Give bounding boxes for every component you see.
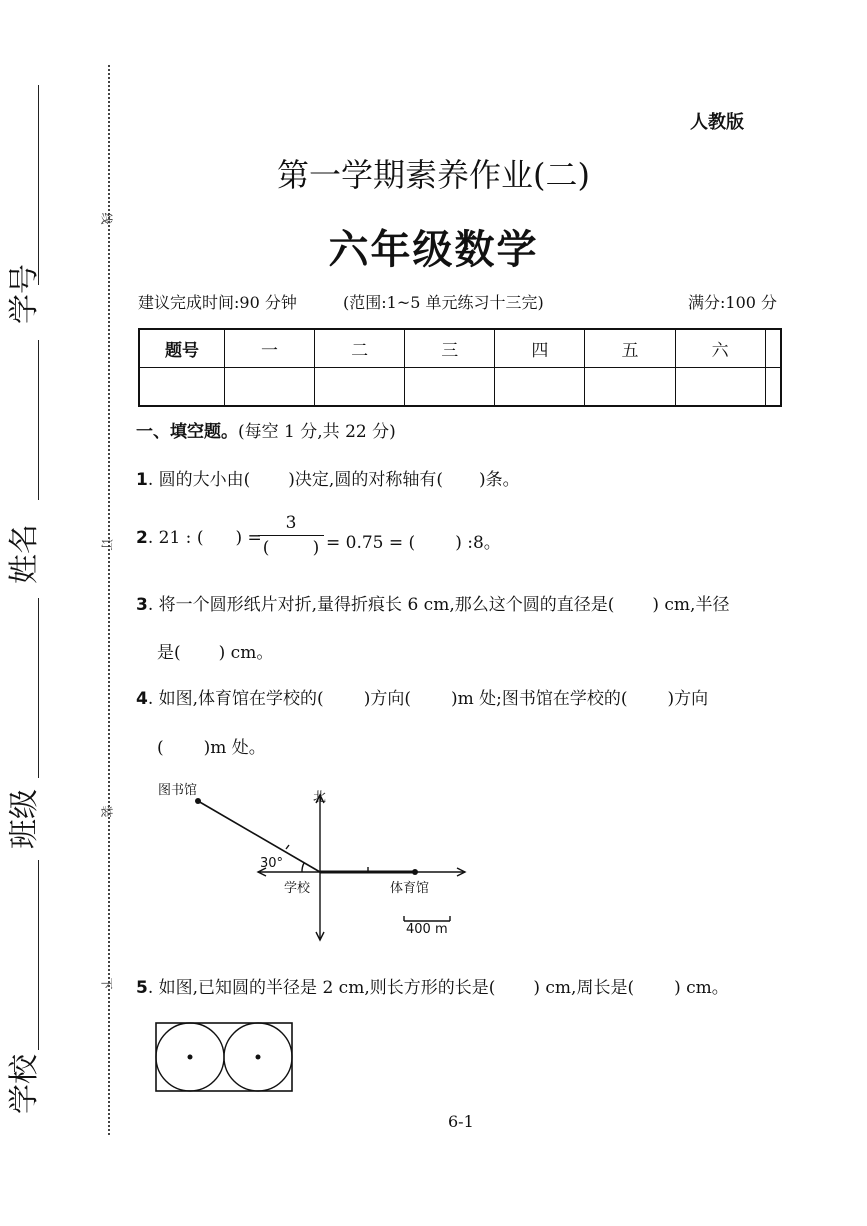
student-id-label: 学号 [7, 264, 42, 324]
question-text: )决定,圆的对称轴有( [288, 470, 443, 490]
score-table-score-row [139, 368, 781, 407]
cut-mark-xia: 下 [99, 977, 114, 990]
cut-mark-ding: 订 [99, 538, 114, 551]
question-3 [136, 590, 729, 615]
question-text: ( [157, 738, 164, 758]
section-note: (每空 1 分,共 22 分) [238, 422, 396, 442]
score-header-cell: 四 [495, 329, 585, 368]
question-4-line-2 [157, 733, 266, 758]
score-cell[interactable] [495, 368, 585, 407]
name-line [38, 598, 39, 778]
score-cell[interactable] [225, 368, 315, 407]
score-header-cell: 题号 [139, 329, 225, 368]
score-cell[interactable] [405, 368, 495, 407]
fraction-denominator[interactable]: ( ) [262, 538, 320, 558]
full-score: 满分:100 分 [688, 293, 778, 312]
score-cell[interactable] [139, 368, 225, 407]
fraction-bar [258, 535, 324, 536]
angle-label: 30° [260, 856, 284, 871]
score-header-cell: 三 [405, 329, 495, 368]
score-header-cell: 五 [585, 329, 675, 368]
score-header-cell: 一 [225, 329, 315, 368]
school-label: 学校 [7, 1054, 42, 1114]
question-text: ) = [235, 528, 262, 548]
question-text: 是( [157, 643, 181, 663]
question-text: . 如图,已知圆的半径是 2 cm,则长方形的长是( [147, 978, 496, 998]
north-label: 北 [313, 790, 327, 805]
library-point [195, 798, 201, 804]
section-title-text: 一、填空题。 [136, 422, 238, 442]
question-5 [136, 973, 729, 998]
fraction-numerator: 3 [285, 513, 297, 533]
question-text: . 将一个圆形纸片对折,量得折痕长 6 cm,那么这个圆的直径是( [147, 595, 615, 615]
question-text: ) cm。 [218, 643, 274, 663]
school-label: 学校 [284, 881, 311, 896]
circles-rectangle-figure [154, 1021, 296, 1093]
score-cell[interactable] [675, 368, 765, 407]
library-tick [286, 845, 289, 849]
library-direction-line [198, 801, 320, 872]
question-text: ) cm,周长是( [533, 978, 635, 998]
question-text: ) cm,半径 [652, 595, 730, 615]
cut-mark-xian: 线 [99, 212, 114, 225]
question-number: 2 [136, 528, 148, 548]
question-text: )方向 [667, 689, 709, 709]
gym-point [412, 869, 418, 875]
question-2-rest [326, 528, 501, 553]
question-1 [136, 465, 520, 490]
question-text: )m 处;图书馆在学校的( [450, 689, 628, 709]
question-3-line-2 [157, 638, 273, 663]
range-info: (范围:1~5 单元练习十三完) [343, 293, 544, 312]
angle-arc [302, 863, 304, 872]
student-id-line-lower [38, 340, 39, 500]
page-subtitle: 第一学期素养作业(二) [277, 156, 590, 194]
scale-label: 400 m [406, 922, 448, 937]
question-number: 3 [136, 595, 148, 615]
left-circle-center [188, 1055, 193, 1060]
score-table-header-row [139, 329, 781, 368]
section-title [136, 417, 396, 442]
page-number: 6-1 [448, 1112, 474, 1131]
name-label: 姓名 [7, 524, 42, 584]
score-cell[interactable] [765, 368, 781, 407]
question-text: = 0.75 = ( [326, 533, 416, 553]
page-title: 六年级数学 [328, 227, 539, 273]
question-4 [136, 684, 708, 709]
question-text: )方向( [363, 689, 411, 709]
direction-map [150, 775, 480, 950]
edition-label: 人教版 [690, 112, 744, 133]
fraction [258, 513, 324, 558]
library-label: 图书馆 [158, 783, 198, 798]
gym-label: 体育馆 [390, 881, 430, 896]
question-number: 5 [136, 978, 148, 998]
score-header-cell [765, 329, 781, 368]
question-text: . 21 : ( [147, 528, 204, 548]
cut-mark-zhuang: 装 [99, 805, 114, 818]
question-text: . 圆的大小由( [147, 470, 251, 490]
score-cell[interactable] [585, 368, 675, 407]
question-text: ) :8。 [455, 533, 501, 553]
score-header-cell: 六 [675, 329, 765, 368]
question-number: 1 [136, 470, 148, 490]
score-cell[interactable] [315, 368, 405, 407]
question-2 [136, 528, 262, 548]
class-label: 班级 [7, 789, 42, 849]
question-number: 4 [136, 689, 148, 709]
right-circle-center [256, 1055, 261, 1060]
question-text: )m 处。 [203, 738, 266, 758]
score-header-cell: 二 [315, 329, 405, 368]
question-text: )条。 [478, 470, 520, 490]
score-table [138, 328, 782, 407]
time-info: 建议完成时间:90 分钟 [138, 293, 297, 312]
question-text: . 如图,体育馆在学校的( [147, 689, 324, 709]
class-line [38, 860, 39, 1050]
question-text: ) cm。 [674, 978, 729, 998]
